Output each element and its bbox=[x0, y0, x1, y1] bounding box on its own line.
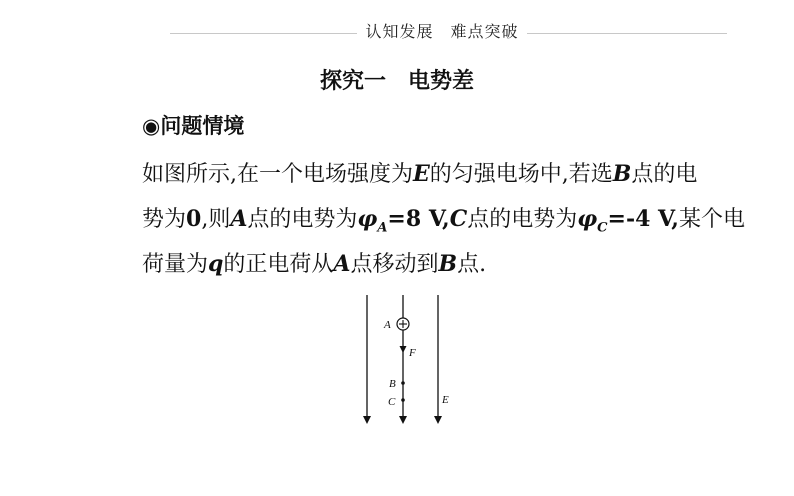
label-b: B bbox=[389, 378, 396, 390]
paragraph-line-1: 如图所示,在一个电场强度为E的匀强电场中,若选B点的电 bbox=[142, 161, 698, 187]
label-c: C bbox=[388, 396, 396, 408]
label-a: A bbox=[384, 319, 391, 331]
force-arrowhead bbox=[400, 346, 407, 353]
situation-heading: ◉问题情境 bbox=[142, 114, 245, 138]
paragraph-line-3: 荷量为q的正电荷从A点移动到B点. bbox=[142, 251, 487, 277]
label-f: F bbox=[409, 347, 416, 359]
electric-field-diagram bbox=[340, 290, 470, 430]
header-rule-right bbox=[527, 33, 727, 34]
paragraph-line-2: 势为0,则A点的电势为$\varphi_A=8$ V,C点的电势为$\varphi_C=-4$ V,某个电 bbox=[142, 206, 745, 236]
header-rule-left bbox=[170, 33, 357, 34]
point-c bbox=[401, 398, 405, 402]
point-b bbox=[401, 381, 405, 385]
section-title: 探究一 电势差 bbox=[319, 69, 474, 94]
label-e: E bbox=[442, 394, 449, 406]
header-title: 认知发展 难点突破 bbox=[365, 22, 519, 41]
